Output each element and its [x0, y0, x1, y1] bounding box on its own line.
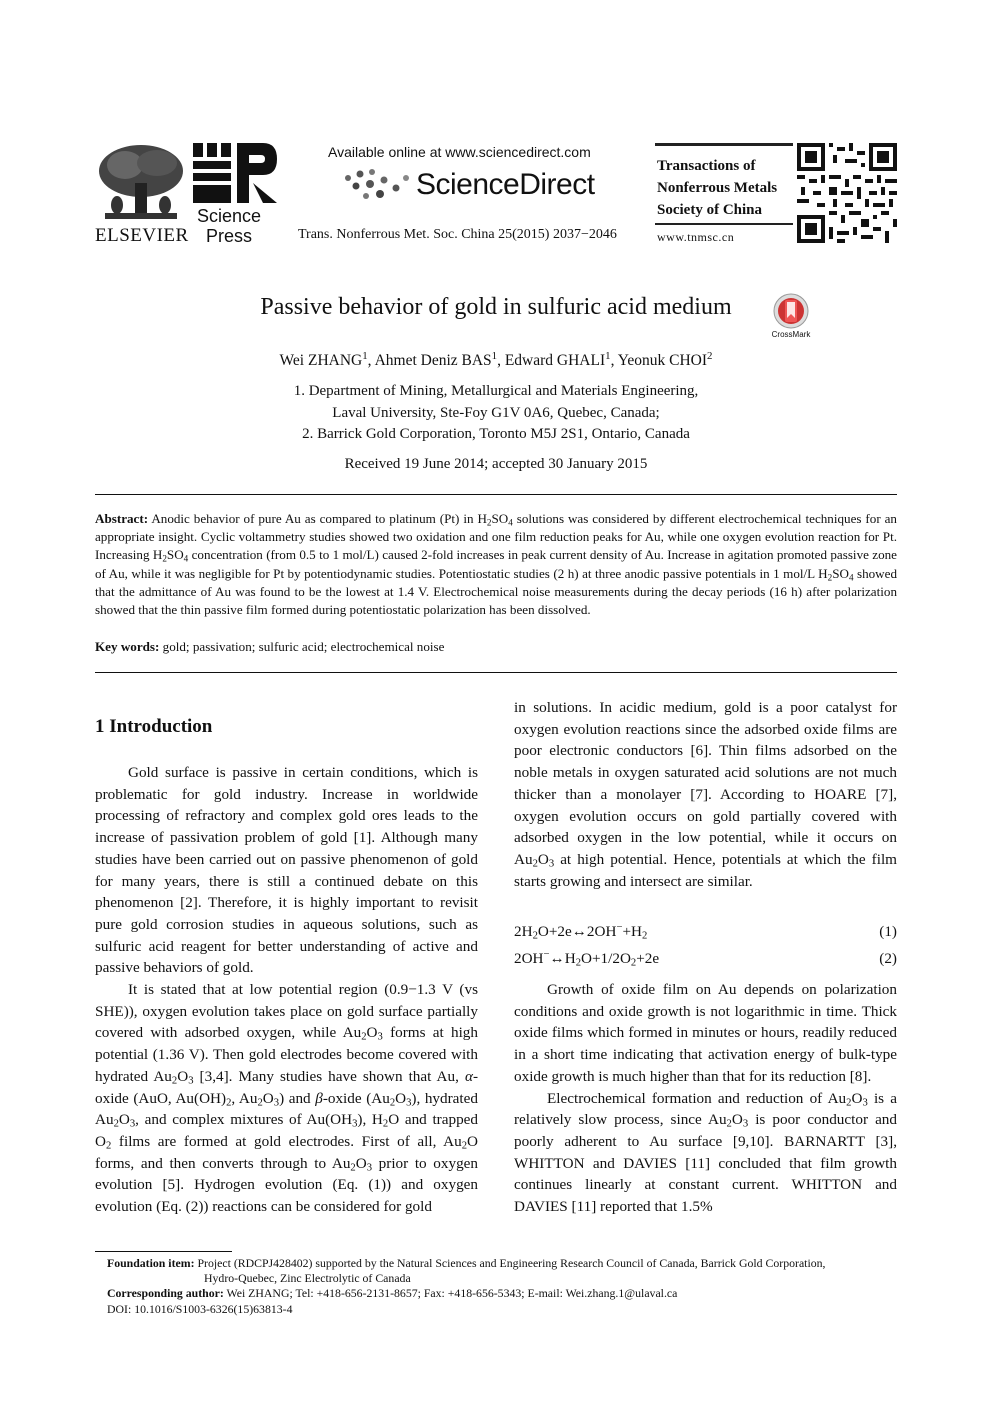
tnmsc-title-line-2: Nonferrous Metals: [657, 180, 778, 196]
corresponding-label: Corresponding author:: [107, 1286, 224, 1301]
crossmark-badge[interactable]: [768, 292, 814, 342]
tnmsc-rule-bottom: [655, 223, 793, 225]
tnmsc-rule-top: [655, 143, 793, 146]
equation-2: [514, 950, 897, 968]
abstract-text-2: SO: [491, 511, 509, 526]
journal-citation: Trans. Nonferrous Met. Soc. China 25(2015) 2037−2046: [298, 227, 617, 242]
keywords: [95, 638, 897, 656]
paragraph: in solutions. In acidic medium, gold is a poor catalyst for oxygen evolution reactions since the adsorbed oxide films are poor electronic conductors [6]. Thin films adsorbed on the noble metals in oxygen saturated acid solutions are not much thicker than a monolayer [7]. According to HOARE [7], oxygen evolution occurs on gold partially covered with adsorbed oxygen in the low potential, while it occurs on $Au_2O_3$ at high potential. Hence, potentials at which the film starts growing and intersect are similar.: [514, 699, 897, 890]
equation-2-text: $2OH^-\leftrightarrow H_2O+1/2O_2+2e$: [514, 949, 660, 969]
science-press-mark-icon: [193, 143, 279, 205]
abstract-text-1: Anodic behavior of pure Au as compared to platinum (Pt) in H: [151, 511, 487, 526]
author-affiliation-mark: 1: [605, 350, 611, 363]
tnmsc-url: www.tnmsc.cn: [657, 230, 735, 244]
paragraph: Growth of oxide film on Au depends on polarization conditions and oxide growth is not logarithmic in time. Thick oxide films which formed in minutes or hours, readily reduced in a short time indicating that activation energy of bulk-type oxide growth is much higher than that for its reduction [8].: [514, 981, 897, 1085]
corresponding-text: Wei ZHANG; Tel: +418-656-2131-8657; Fax: +418-656-5343; E-mail: Wei.zhang.1@ulaval.ca: [223, 1286, 678, 1301]
author-affiliation-mark: 1: [362, 350, 368, 363]
paragraph: Electrochemical formation and reduction of $Au_2O_3$ is a relatively slow process, since $Au_2O_3$ is poor conductor and poorly adherent to Au surface [9,10]. BARNARTT [3], WHITTON and DAVIES [11] concluded that film growth continues linearly at constant current. WHITTON and DAVIES [11] reported that 1.5%: [514, 1089, 897, 1216]
abstract-text-3: solutions was considered by different electrochemical techniques for an appropriate insight. Cyclic voltammetry studies showed two oxidation and one film reduction peaks for Au, while one oxygen evolution reaction for Pt. Increasing H: [95, 511, 897, 563]
elsevier-logo: [95, 143, 190, 245]
equation-2-number: (2): [879, 950, 897, 967]
equation-1: [514, 923, 897, 941]
science-press-logo: [193, 143, 279, 247]
paragraph: Gold surface is passive in certain conditions, which is problematic for gold industry. Increase in worldwide processing of refractory and complex gold ores leads to the increase of passivation problem of gold [1]. Although many studies have been carried out on passive phenomenon of gold for many years, there is still a continued debate on this phenomenon [2]. Therefore, it is highly important to revisit pure gold corrosion studies in aqueous solutions, such as sulfuric acid reagent for better understanding of active and passive behaviors of gold.: [95, 764, 478, 977]
doi: DOI: 10.1016/S1003-6326(15)63813-4: [107, 1301, 293, 1316]
author-name: Yeonuk CHOI: [617, 352, 708, 369]
tnmsc-title-line-1: Transactions of: [657, 158, 756, 174]
science-press-word-science: Science: [197, 206, 262, 226]
affiliation-line-3: 2. Barrick Gold Corporation, Toronto M5J 2S1, Ontario, Canada: [302, 426, 690, 442]
affiliation-line-1: 1. Department of Mining, Metallurgical and Materials Engineering,: [293, 383, 699, 399]
article-title: Passive behavior of gold in sulfuric acid medium: [260, 294, 732, 320]
crossmark-icon: [768, 292, 814, 330]
tnmsc-masthead: [655, 143, 793, 243]
author-affiliation-mark: 1: [491, 350, 498, 363]
right-column-bottom: [514, 979, 897, 1218]
author-name: Wei ZHANG: [279, 352, 363, 369]
elsevier-tree-icon: [95, 143, 187, 223]
science-press-word-press: Press: [206, 226, 253, 246]
footnotes: [107, 1256, 897, 1317]
equation-1-number: (1): [879, 923, 897, 940]
sciencedirect-dots-icon: [342, 168, 414, 204]
available-online-text: Available online at www.sciencedirect.com: [328, 144, 591, 160]
abstract-text-5: showed that the admittance of Au was found to be the lowest at 1.4 V. Electrochemical noise measurements during the decay periods (16 h) after polarization showed that the thin passive film formed during potentiostatic polarization has been dissolved.: [95, 565, 897, 618]
crossmark-label: CrossMark: [771, 330, 811, 339]
foundation-label: Foundation item:: [107, 1256, 195, 1270]
foundation-text: Project (RDCPJ428402) supported by the Natural Sciences and Engineering Research Council of Canada, Barrick Gold Corporation,: [194, 1256, 826, 1270]
abstract: Abstract: Anodic behavior of pure Au as compared to platinum (Pt) in $H_2SO_4$ solutions was considered by different electrochemical techniques for an appropriate insight. Cyclic voltammetry studies showed two oxidation and one film reduction peaks for Au, while one oxygen evolution reaction for Pt. Increasing $H_2SO_4$ concentration (from 0.5 to 1 mol/L) caused 2-fold increases in peak current density of Au. Increase in agitation promoted passive zone of Au, while it was negligible for Pt by potentiodynamic studies. Potentiostatic studies (2 h) at three anodic passive potentials in 1 mol/L $H_2SO_4$ showed that the admittance of Au was found to be the lowest at 1.4 V. Electrochemical noise measurements during the decay periods (16 h) after polarization showed that the thin passive film formed during potentiostatic polarization has been dissolved.: [95, 511, 897, 618]
keywords-label: Key words:: [95, 639, 160, 654]
left-column: [95, 762, 478, 1218]
sciencedirect-wordmark: ScienceDirect: [416, 168, 595, 201]
abstract-text-4: concentration (from 0.5 to 1 mol/L) caused 2-fold increases in peak current density of Au. Increase in agitation promoted passive zone of Au, while it was negligible for Pt by potentiodynamic studies. Potentiostatic studies (2 h) at three anodic passive potentials in 1 mol/L H: [95, 547, 897, 581]
keywords-text: gold; passivation; sulfuric acid; electrochemical noise: [159, 639, 445, 654]
tnmsc-title: [657, 155, 777, 221]
equation-1-text: $2H_2O+2e\leftrightarrow 2OH^-+H_2$: [514, 922, 648, 942]
author-name: Ahmet Deniz BAS: [374, 352, 492, 369]
author-affiliation-mark: 2: [707, 350, 713, 363]
qr-code-icon: [797, 143, 897, 243]
foundation-text-continued: Hydro-Quebec, Zinc Electrolytic of Canada: [204, 1271, 411, 1286]
received-dates: Received 19 June 2014; accepted 30 January 2015: [344, 456, 648, 472]
paragraph: It is stated that at low potential region (0.9−1.3 V (vs SHE)), oxygen evolution takes place on gold surface partially covered with adsorbed oxygen, while $Au_2O_3$ forms at high potential (1.36 V). Then gold electrodes become covered with hydrated $Au_2O_3$ [3,4]. Many studies have shown that Au, α-oxide (AuO, $Au(OH)_2$, $Au_2O_3$) and β-oxide $(Au_2O_3)$, hydrated $Au_2O_3$, and complex mixtures of $Au(OH_3)$, $H_2O$ and trapped $O_2$ films are formed at gold electrodes. First of all, $Au_2O$ forms, and then converts through to $Au_2O_3$ prior to oxygen evolution [5]. Hydrogen evolution (Eq. (1)) and oxygen evolution (Eq. (2)) reactions can be considered for gold: [95, 981, 479, 1216]
section-heading-introduction: 1 Introduction: [95, 716, 213, 737]
author-name: Edward GHALI: [504, 352, 606, 369]
corresponding-author: [107, 1286, 897, 1301]
tnmsc-title-line-3: Society of China: [657, 202, 762, 218]
abstract-rule-top: [95, 494, 897, 495]
author-list: Wei ZHANG$^1$, Ahmet Deniz BAS$^1$, Edward GHALI$^1$, Yeonuk CHOI$^2$: [279, 350, 713, 369]
abstract-label: Abstract:: [95, 511, 149, 526]
affiliation-line-2: Laval University, Ste-Foy G1V 0A6, Quebec, Canada;: [332, 405, 660, 421]
right-column-top: [514, 697, 897, 892]
foundation-item: [107, 1256, 897, 1271]
footnote-rule: [95, 1251, 232, 1252]
elsevier-wordmark: ELSEVIER: [95, 225, 189, 246]
abstract-rule-bottom: [95, 672, 897, 673]
